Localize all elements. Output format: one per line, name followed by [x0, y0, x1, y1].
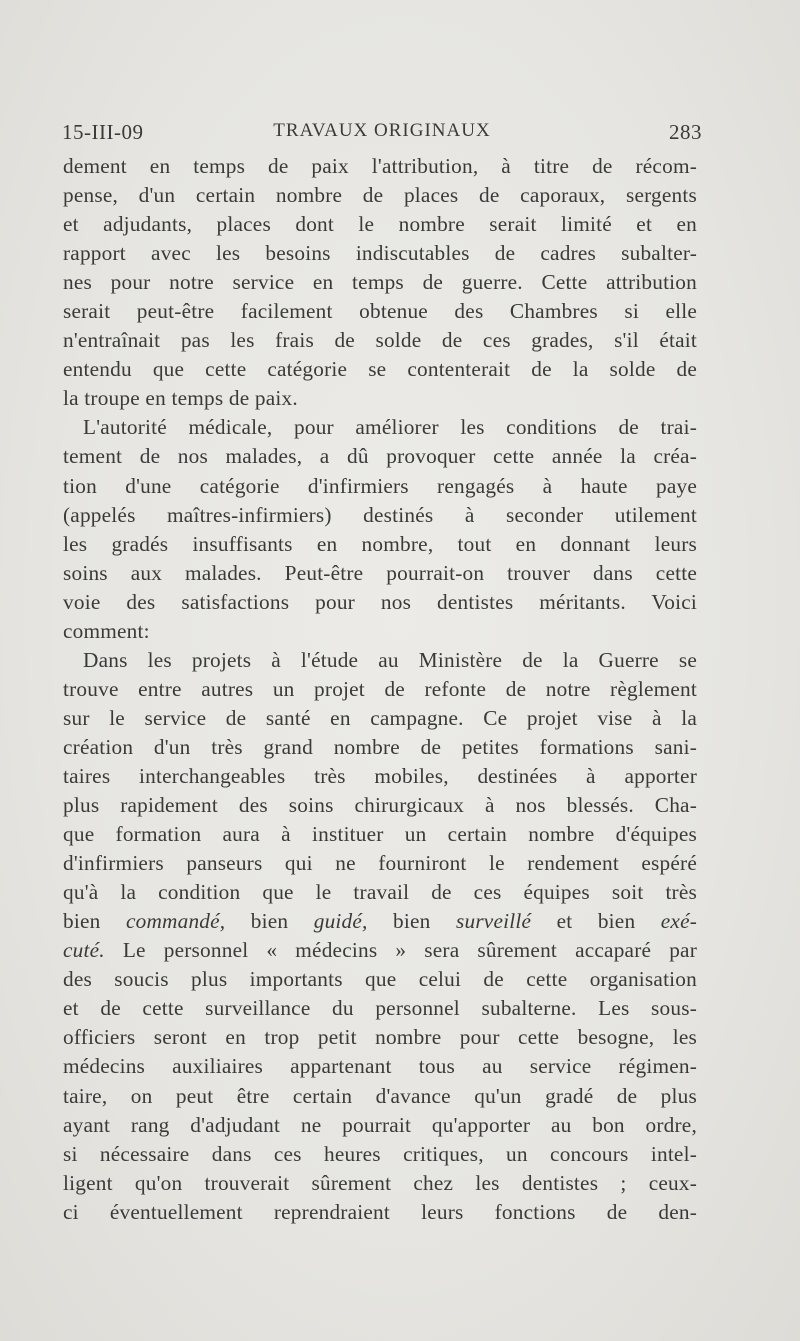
text-line: dement en temps de paix l'attribution, à titre de récom- — [63, 154, 697, 178]
text-segment: bien — [225, 909, 314, 934]
text-line: ligent qu'on trouverait sûrement chez les dentistes ; ceux- — [63, 1170, 697, 1195]
text-line: serait peut-être facilement obtenue des Chambres si elle — [63, 299, 697, 324]
text-line: comment: — [63, 618, 150, 643]
text-line: tion d'une catégorie d'infirmiers rengagés à haute paye — [63, 473, 697, 498]
text-line: d'infirmiers panseurs qui ne fourniront le rendement espéré — [63, 851, 697, 876]
text-segment: bien — [367, 909, 456, 934]
text-line: les gradés insuffisants en nombre, tout en donnant leurs — [63, 531, 697, 556]
page-number: 283 — [669, 120, 702, 144]
text-line: n'entraînait pas les frais de solde de ces grades, s'il était — [63, 328, 697, 353]
text-segment: Le personnel « médecins » sera sûrement accaparé par — [104, 938, 697, 963]
text-line: et de cette surveillance du personnel subalterne. Les sous- — [63, 996, 697, 1021]
body-text — [63, 152, 697, 1227]
text-line: taires interchangeables très mobiles, destinées à apporter — [63, 763, 697, 788]
text-line: qu'à la condition que le travail de ces équipes soit très — [63, 880, 697, 905]
text-line: si nécessaire dans ces heures critiques, un concours intel- — [63, 1141, 697, 1166]
text-line: sur le service de santé en campagne. Ce projet vise à la — [63, 705, 697, 730]
text-line: voie des satisfactions pour nos dentistes méritants. Voici — [63, 589, 697, 614]
text-line: ci éventuellement reprendraient leurs fonctions de den- — [63, 1199, 697, 1224]
text-line: la troupe en temps de paix. — [63, 386, 298, 411]
text-line: taire, on peut être certain d'avance qu'un gradé de plus — [63, 1083, 697, 1108]
italic-text: commandé, — [125, 909, 226, 934]
text-line: L'autorité médicale, pour améliorer les conditions de trai- — [83, 415, 697, 440]
text-line: ayant rang d'adjudant ne pourrait qu'apporter au bon ordre, — [63, 1112, 697, 1137]
text-line: entendu que cette catégorie se contenterait de la solde de — [63, 357, 697, 382]
text-line: rapport avec les besoins indiscutables de cadres subalter- — [63, 241, 697, 266]
text-line: (appelés maîtres-infirmiers) destinés à seconder utilement — [63, 502, 697, 527]
text-line: création d'un très grand nombre de petites formations sani- — [63, 734, 697, 759]
text-line: médecins auxiliaires appartenant tous au service régimen- — [63, 1054, 697, 1079]
text-segment: bien — [63, 909, 126, 934]
running-header — [62, 120, 702, 154]
text-line: trouve entre autres un projet de refonte de notre règlement — [63, 676, 697, 701]
text-line: plus rapidement des soins chirurgicaux à nos blessés. Cha- — [63, 793, 697, 818]
italic-text: exé- — [660, 909, 697, 934]
italic-text: surveillé — [455, 909, 532, 934]
italic-text: cuté. — [63, 938, 105, 963]
text-line: soins aux malades. Peut-être pourrait-on trouver dans cette — [63, 560, 697, 585]
text-line: nes pour notre service en temps de guerre. Cette attribution — [63, 270, 697, 295]
text-line: et adjudants, places dont le nombre serait limité et en — [63, 212, 697, 237]
text-line: des soucis plus importants que celui de cette organisation — [63, 967, 697, 992]
text-line — [63, 936, 697, 965]
text-line: pense, d'un certain nombre de places de caporaux, sergents — [63, 183, 697, 208]
text-line: officiers seront en trop petit nombre pour cette besogne, les — [63, 1025, 697, 1050]
text-line — [63, 907, 697, 936]
header-title: TRAVAUX ORIGINAUX — [273, 120, 491, 141]
text-line: tement de nos malades, a dû provoquer cette année la créa- — [63, 444, 697, 469]
text-line: que formation aura à instituer un certain nombre d'équipes — [63, 822, 697, 847]
header-date: 15-III-09 — [62, 120, 144, 144]
text-line: Dans les projets à l'étude au Ministère de la Guerre se — [83, 647, 697, 672]
text-segment: et bien — [531, 909, 661, 934]
italic-text: guidé, — [313, 909, 368, 934]
